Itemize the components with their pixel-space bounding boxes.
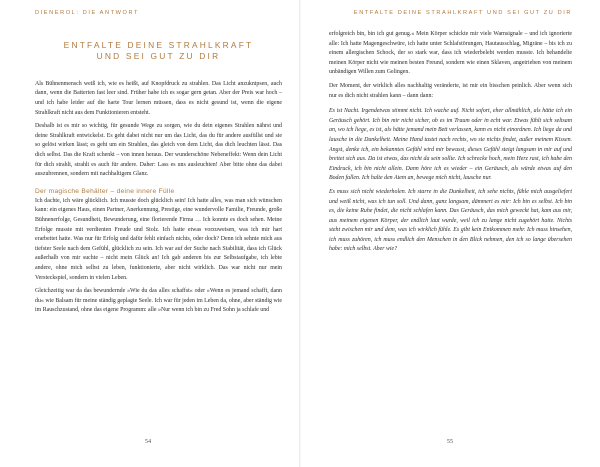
page-number-right: 55 [446, 438, 454, 445]
paragraph: Deshalb ist es mir so wichtig, für gesunde Wege zu sorgen, wie du dein eigenes Strahlen nährst und deine Strahlkraft entwickelst. Es geht dabei nicht nur um das Licht, das du für andere ausfüllst und sie so gelöst wirken lässt; es geht um ein Strahlen, das gleich von dem Licht, das dich leuchten lässt. Das dich selbst. Das die Kraft schenkt – von innen heraus. Der wunderschöne Nebeneffekt: Wenn dein Licht für dich strahlt, strahlt es auch für andere. Daher: Lass es uns ausleuchten! Aber bitte ohne das dabei auszubrennen, sondern mit nachhaltigem Glanz. [35, 123, 282, 178]
chapter-title-line-1: ENTFALTE DEINE STRAHLKRAFT [63, 40, 254, 50]
paragraph: Ich dachte, ich wäre glücklich. Ich musste doch glücklich sein! Ich hatte alles, was man sich wünschen kann: ein eigenes Haus, einen Partner, Anerkennung, Prestige, eine wundervolle Familie, Freunde, große Bühnenerfolge, Gesundheit, Bewunderung, eine florierende Firma … Ich konnte es doch sehen. Meine Erfolge musste mit verdienten Freude und Stolz. Ich hatte etwas vorzuweisen, was ich mir hart erarbeitet hatte. Was nur für Erfolg und dafür fehlt einfach nichts, oder doch? Denn ich sehnte mich aus tiefster Seele nach dem Gefühl, glücklich zu sein. Ich war auf der Suche nach Stabilität, dass ich Glück außerhalb von mir suchte – nicht mein Glück an! Ich gab anderen bis zur Selbstaufgabe, ich lebte andere, ohne mich selbst zu leben, funktionierte, aber nicht wirklich. Das war nicht nur mein Versteckspiel, sondern in vielen Leben. [35, 197, 282, 281]
running-head-left: DIENEROL: DIE ANTWORT [35, 10, 140, 16]
page-number-left: 54 [144, 438, 152, 445]
chapter-title-line-2: UND SEI GUT ZU DIR [96, 50, 221, 61]
quote-paragraph: Es ist Nacht. Irgendetwas stimmt nicht. Ich wache auf. Nicht sofort, eher allmählich, als hätte ich ein Geräusch gehört. Ich bin mir nicht sicher, ob es im Traum oder in echt war. Etwas fühlt sich seltsam an, wo ich liege, es ist, als hätte jemand mein Bett verlassen, kann es nicht einordnen. Ich liege da und lausche in die Dunkelheit. Meine Hand tastet nach rechts, wo sie nichts findet, außer meinem Kissen. Angst, denke ich, ein bekanntes Gefühl wird mir bewusst, dieses Gefühl steigt langsam in mir auf und breitet sich aus. Da ist etwas, das nicht da sein sollte. Ich schrecke hoch, mein Herz rast, ich habe den Eindruck, ich bin nicht allein. Dann höre ich es wieder – ein Geräusch, als würde etwas auf den Boden fallen. Ich halte den Atem an, bewege mich nicht, lausche nur. [329, 108, 572, 182]
paragraph: Als Bühnenmensch weiß ich, wie es heißt, auf Knopfdruck zu strahlen. Das Licht anzuknipsen, auch dann, wenn die Batterien fast leer sind. Früher habe ich es sogar gern getan. Aber der Preis war hoch – und ich habe leider auf die harte Tour lernen müssen, dass es nicht gesund ist, wenn die eigene Strahlkraft nicht aus dem Funktionieren entsteht. [35, 80, 282, 116]
paragraph: erfolgreich bin, bin ich gut genug.« Mein Körper schickte mir viele Warnsignale – und ich ignorierte alle: Ich hatte Magengeschwüre, ich hatte unter Schlafstörungen, Hautausschlag, Migräne – bis ich zu einem allergischen Schock, der so stark war, dass ich wiederbelebt werden musste. Ich behandelte meinen Körper nicht wie meinen besten Freund, sondern wie einen Sklaven, angetrieben von meinem unbändigen Willen zum Gelingen. [329, 31, 572, 76]
left-body-text [35, 80, 282, 316]
running-head-right: ENTFALTE DEINE STRAHLKRAFT UND SEI GUT ZU DIR [353, 10, 572, 16]
right-body-text [329, 30, 572, 101]
italic-quote-block [329, 107, 572, 255]
section-subheading: Der magische Behälter – deine innere Fülle [35, 187, 175, 195]
right-page [300, 0, 600, 467]
paragraph: Der Moment, der wirklich alles nachhaltig veränderte, ist mir ein bisschen peinlich. Aber wenn sich nur es dich nicht strahlen kann – dann dann: [329, 82, 572, 99]
chapter-title [35, 40, 282, 62]
paragraph: Gleichzeitig war da das bewundernde »Wie du das alles schaffst« oder »Wenn es jemand schafft, dann du« wie Balsam für meine ständig geplagte Seele. Ich war für jeden im Leben da, ohne, aber ständig wie im Rauschzustand, ohne das eigene Programm: alle »Nur wenn ich bin zu Fred Sohn ja schlafe und [35, 288, 282, 314]
quote-paragraph: Es muss sich nicht wiederholen. Ich starre in die Dunkelheit, ich sehe nichts, fühle mich ausgeliefert und weiß nicht, was ich tun soll. Und dann, ganz langsam, dämmert es mir: Ich bin es selbst. Ich bin es, die keine Ruhe findet, die nicht schlafen kann. Das Geräusch, das mich geweckt hat, kam aus mir, aus meinem eigenen Körper, der endlich laut wurde, weil ich zu lange nicht zugehört hatte. Nichts steht zwischen mir und dem, was ich wirklich fühle. Es gibt kein Entkommen mehr. Ich muss hinsehen, ich muss zuhören, ich muss endlich den Menschen in den Blick nehmen, den ich so lange übersehen habe: mich selbst. Aber wie? [329, 188, 572, 253]
